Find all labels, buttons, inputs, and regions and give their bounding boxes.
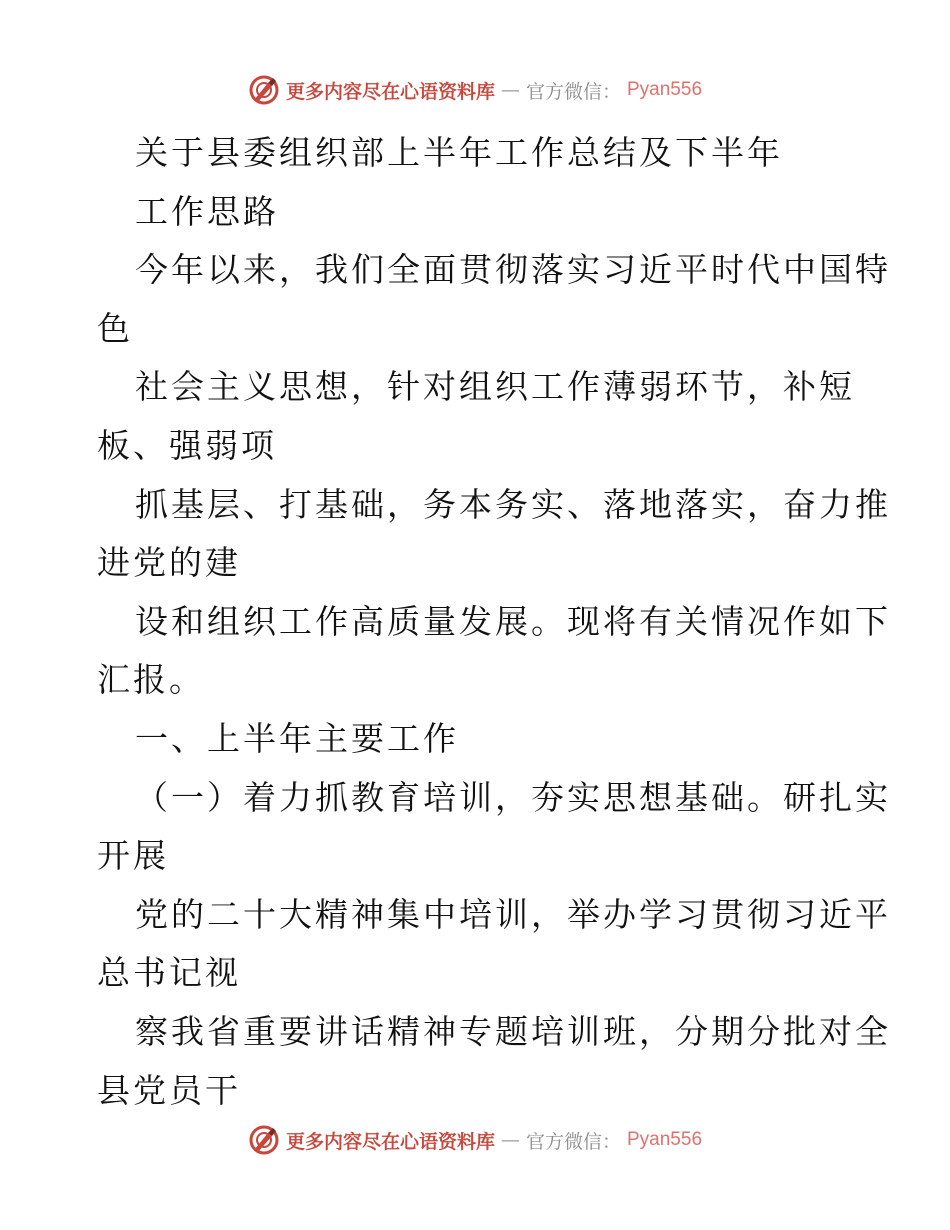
document-title-line-2: 工作思路 bbox=[135, 191, 279, 231]
subsection-heading-line: （一）着力抓教育培训，夯实思想基础。研扎实 bbox=[135, 777, 891, 817]
paragraph-line: 总书记视 bbox=[97, 953, 241, 993]
section-heading: 一、上半年主要工作 bbox=[135, 718, 459, 758]
paragraph-line: 县党员干 bbox=[97, 1070, 241, 1110]
paragraph-line: 汇报。 bbox=[97, 660, 205, 700]
header-watermark bbox=[0, 70, 950, 110]
paragraph-line: 抓基层、打基础，务本务实、落地落实，奋力推 bbox=[135, 484, 891, 524]
pen-logo-icon bbox=[248, 74, 280, 106]
watermark-separator: — bbox=[500, 79, 520, 101]
watermark-wechat-id: Pyan556 bbox=[627, 1129, 703, 1150]
paragraph-line: 党的二十大精神集中培训，举办学习贯彻习近平 bbox=[135, 894, 891, 934]
watermark-site-text: 更多内容尽在心语资料库 bbox=[285, 1130, 495, 1153]
paragraph-line: 社会主义思想，针对组织工作薄弱环节，补短 bbox=[135, 367, 855, 407]
paragraph-line: 今年以来，我们全面贯彻落实习近平时代中国特 bbox=[135, 250, 891, 290]
watermark-wechat-label: 官方微信： bbox=[525, 80, 621, 103]
paragraph-line: 色 bbox=[97, 308, 133, 348]
watermark-site-text: 更多内容尽在心语资料库 bbox=[285, 80, 495, 103]
document-body bbox=[97, 124, 891, 1120]
watermark-wechat-id: Pyan556 bbox=[627, 79, 703, 100]
paragraph-line: 开展 bbox=[97, 836, 169, 876]
watermark-separator: — bbox=[500, 1129, 520, 1151]
paragraph-line: 进党的建 bbox=[97, 543, 241, 583]
paragraph-line: 设和组织工作高质量发展。现将有关情况作如下 bbox=[135, 601, 891, 641]
document-title-line-1: 关于县委组织部上半年工作总结及下半年 bbox=[135, 133, 783, 172]
paragraph-line: 板、强弱项 bbox=[97, 425, 277, 465]
watermark-wechat-label: 官方微信： bbox=[525, 1130, 621, 1153]
paragraph-line: 察我省重要讲话精神专题培训班，分期分批对全 bbox=[135, 1011, 891, 1051]
pen-logo-icon bbox=[248, 1124, 280, 1156]
footer-watermark bbox=[0, 1120, 950, 1160]
